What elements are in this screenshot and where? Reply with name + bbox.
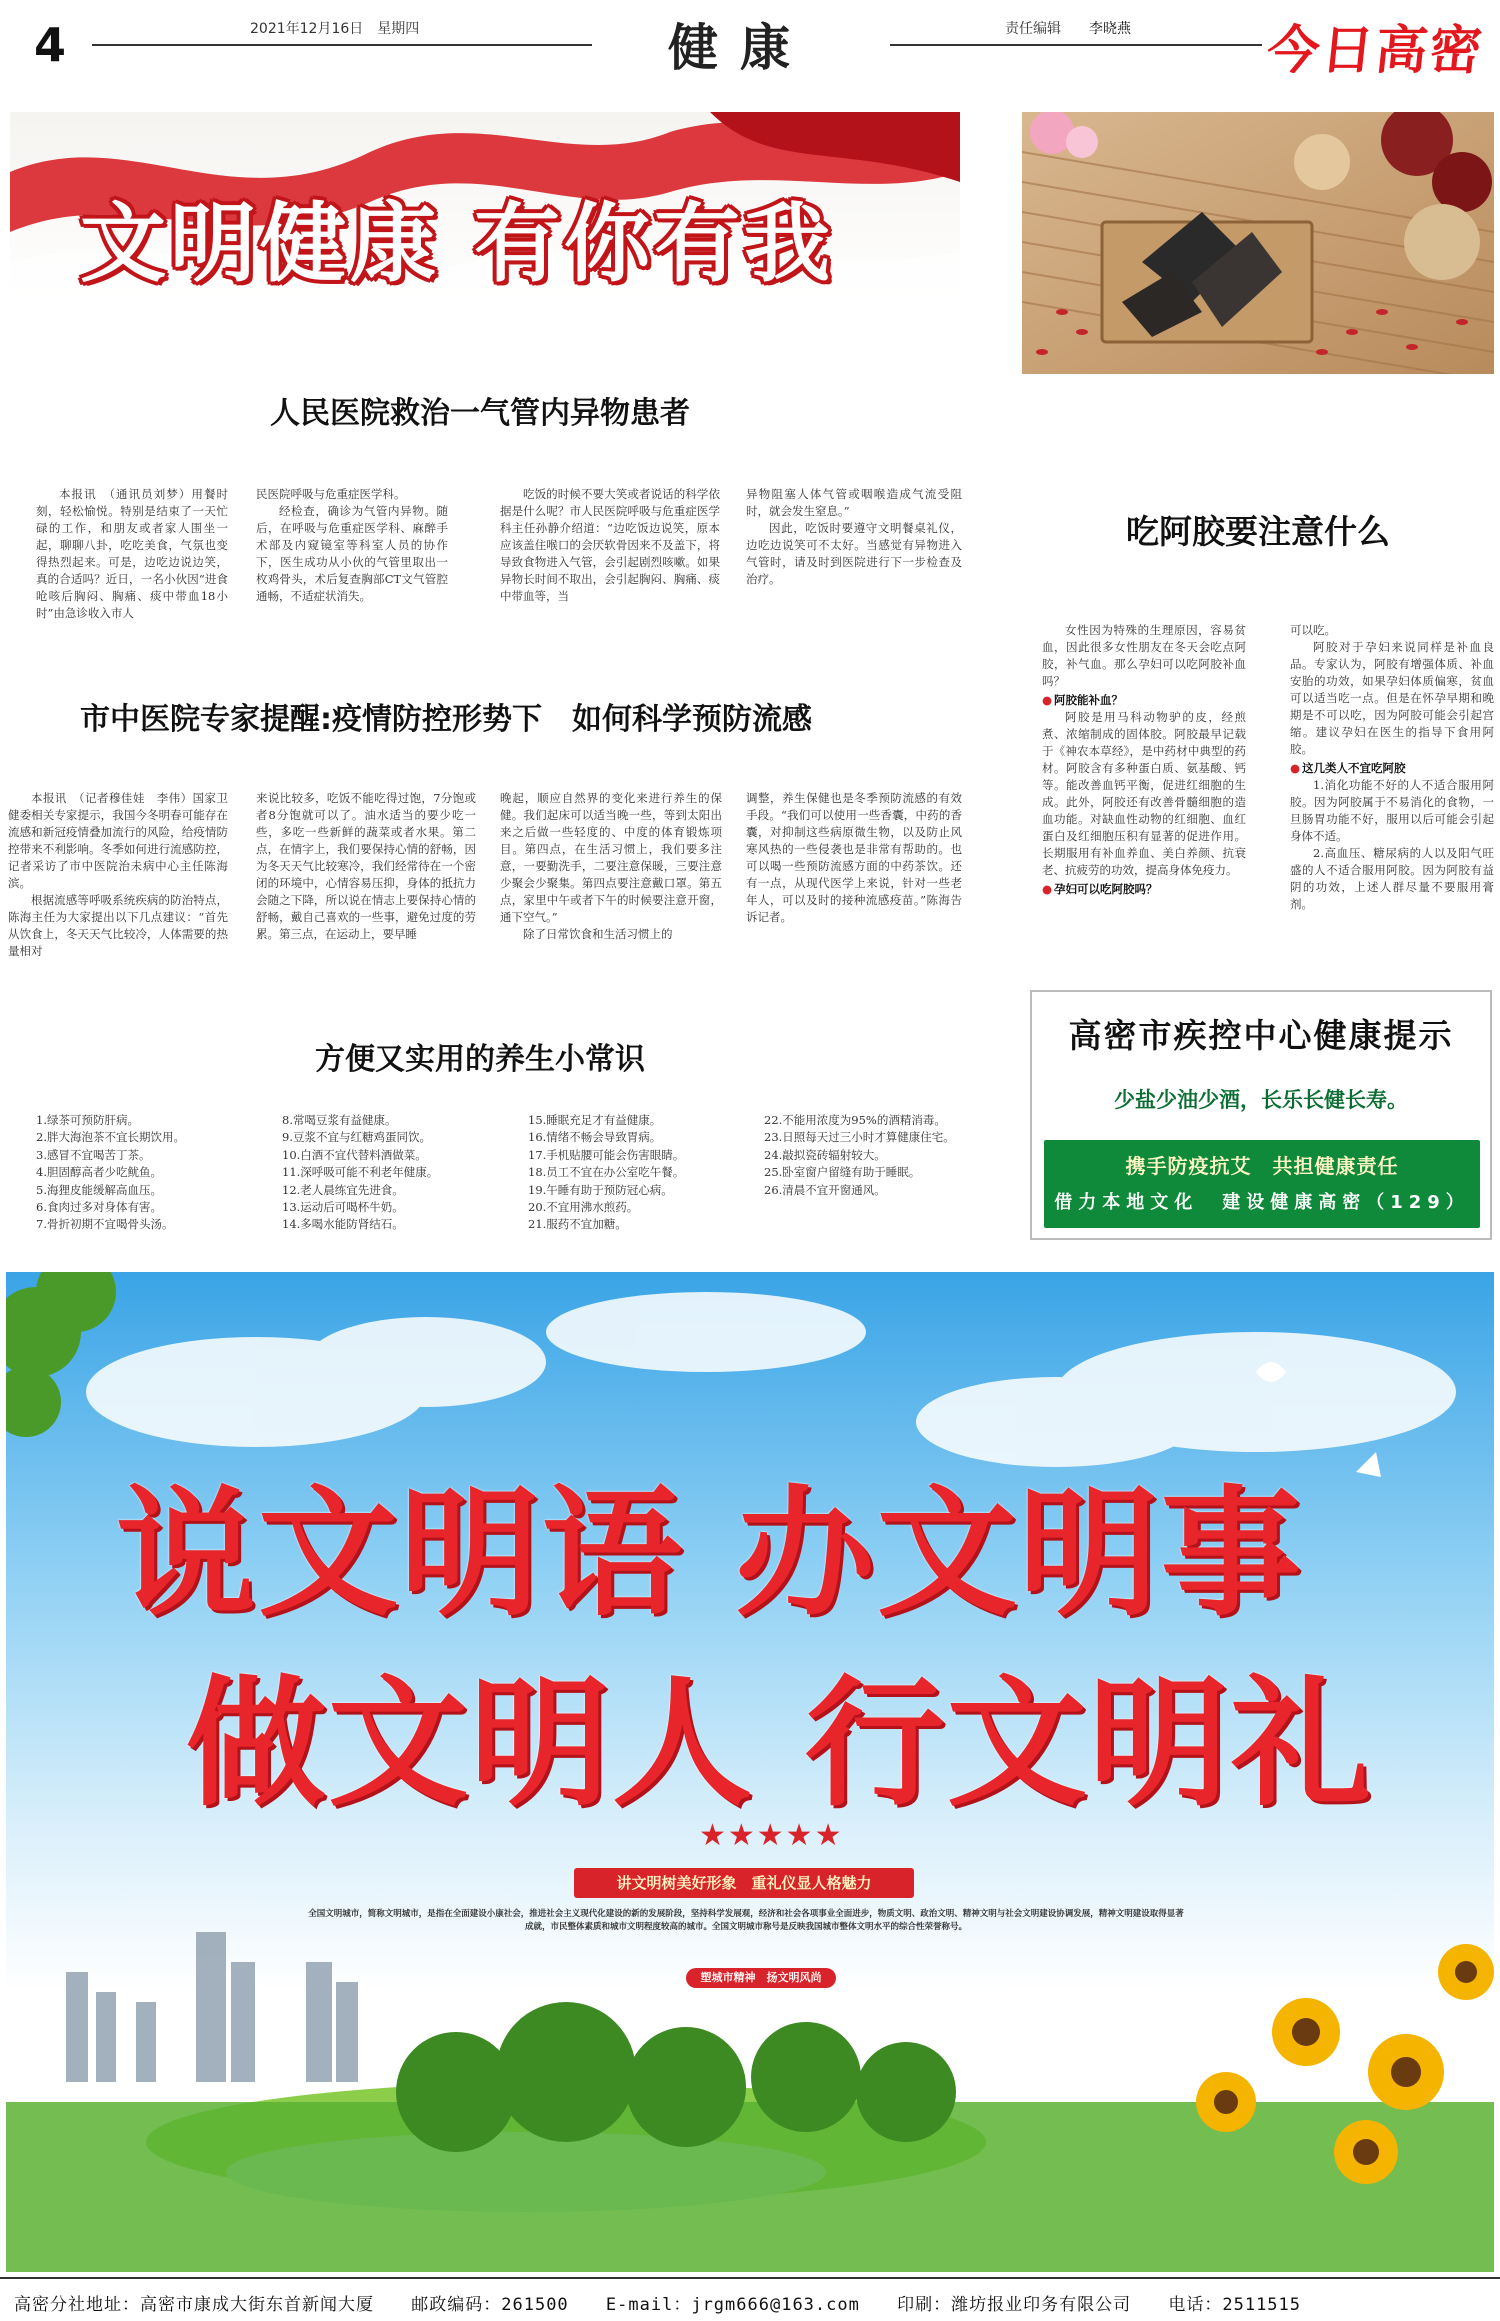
article-1-column-2 (256, 486, 448, 636)
article-2-col3-para-1: 晚起，顺应自然界的变化来进行养生的保健。我们起床可以适当晚一些，等到太阳出来之后做一些轻度的、中度的体育锻炼项目。第四点，在生活习惯上，我们要多注意，一要勤洗手，二要注意保暖，三要注意少聚会少聚集。第四点要注意戴口罩。第五点，家里中午或者下午的时候要注意开窗，通下空气。” (500, 791, 722, 924)
issue-date: 2021年12月16日 星期四 (250, 21, 420, 37)
article-1-col4-para-2: 因此，吃饭时要遵守文明餐桌礼仪，边吃边说笑可不太好。当感觉有异物进入气管时，请及时到医院进行下一步检查及治疗。 (746, 521, 962, 586)
cdc-health-tip-box (1030, 990, 1492, 1240)
footer (14, 2290, 1327, 2315)
tip-item: 23.日照每天过三小时才算健康住宅。 (764, 1130, 955, 1145)
article-1-col2-para-2: 经检查，确诊为气管内异物。随后，在呼吸与危重症医学科、麻醉手术部及内窥镜室等科室人员的协作下，医生成功从小伙的气管里取出一枚鸡骨头，术后复查胸部CT文气管腔通畅，不适症状消失。 (256, 504, 448, 603)
poster-description: 全国文明城市，简称文明城市，是指在全面建设小康社会，推进社会主义现代化建设的新的发展阶段，坚持科学发展观，经济和社会各项事业全面进步，物质文明、政治文明、精神文明与社会文明建设协调发展，精神文明建设取得显著成就，市民整体素质和城市文明程度较高的城市。全国文明城市称号是反映我国城市整体文明水平的综合性荣誉称号。 (308, 1909, 1184, 1932)
footer-email: E-mail：jrgm666@163.com (605, 2295, 860, 2315)
cdc-slogan-line-1: 携手防疫抗艾 共担健康责任 (1125, 1154, 1399, 1178)
footer-postcode: 邮政编码：261500 (411, 2295, 569, 2315)
footer-rule (0, 2277, 1500, 2279)
tip-item: 26.清晨不宜开窗通风。 (764, 1182, 886, 1197)
tip-item: 19.午睡有助于预防冠心病。 (528, 1182, 673, 1197)
tip-item: 3.感冒不宜喝苦丁茶。 (36, 1147, 151, 1162)
tip-item: 16.情绪不畅会导致胃病。 (528, 1130, 662, 1145)
editor-credit (1005, 18, 1131, 38)
article-1-title: 人民医院救治一气管内异物患者 (270, 396, 690, 431)
article-1-col3-para: 吃饭的时候不要大笑或者说话的科学依据是什么呢？市人民医院呼吸与危重症医学科主任孙静介绍道：“边吃饭边说笑，原本应该盖住喉口的会厌软骨因来不及盖下，将导致食物进入气管，会引起剧烈咳嗽。如果异物长时间不取出，会引起胸闷、胸痛、痰中带血等，当 (500, 487, 720, 603)
donkey-hide-gelatin-photo (1022, 112, 1494, 374)
tip-item: 12.老人晨练宜先进食。 (282, 1182, 404, 1197)
article-2-column-2 (256, 790, 476, 1000)
tip-item: 14.多喝水能防肾结石。 (282, 1217, 404, 1232)
food-illustration (1022, 112, 1494, 374)
civilization-slogan: 文明健康 有你有我 (80, 194, 834, 294)
article-1-col4-para-1: 异物阻塞人体气管或咽喉造成气流受阻时，就会发生窒息。” (746, 487, 962, 518)
article-1-col2-para-1: 民医院呼吸与危重症医学科。 (256, 487, 406, 501)
tip-item: 13.运动后可喝杯牛奶。 (282, 1200, 404, 1215)
tip-item: 4.胆固醇高者少吃鱿鱼。 (36, 1165, 162, 1180)
article-4-tail-2: 2.高血压、糖尿病的人以及阳气旺盛的人不适合服用阿胶。因为阿胶有益阴的功效，上述人群尽量不要服用膏剂。 (1290, 846, 1494, 911)
article-3-title: 方便又实用的养生小常识 (315, 1042, 645, 1077)
tip-item: 17.手机贴腰可能会伤害眼睛。 (528, 1147, 685, 1162)
tip-item: 22.不能用浓度为95%的酒精消毒。 (764, 1113, 946, 1127)
article-2-column-4 (746, 790, 962, 1000)
tip-item: 11.深呼吸可能不利老年健康。 (282, 1165, 439, 1180)
article-4-subhead-2: ● 孕妇可以吃阿胶吗？ (1042, 881, 1246, 898)
section-title: 健康 (668, 18, 812, 77)
tips-column-2 (282, 1112, 502, 1234)
header-rule-left (92, 44, 592, 46)
tip-item: 25.卧室窗户留缝有助于睡眠。 (764, 1165, 921, 1180)
article-2-column-1 (8, 790, 228, 1000)
footer-phone: 电话：2511515 (1168, 2295, 1302, 2315)
tip-item: 8.常喝豆浆有益健康。 (282, 1113, 397, 1127)
tips-column-4 (764, 1112, 964, 1199)
article-1-col1-para: 本报讯 （通讯员刘梦）用餐时刻，轻松愉悦。特别是结束了一天忙碌的工作，和朋友或者家人围坐一起，聊聊八卦，吃吃美食，气氛也变得热烈起来。可是，边吃边说边笑，真的合适吗？近日，一名小伙因“进食呛咳后胸闷、胸痛、痰中带血18小时”由急诊收入市人 (36, 487, 228, 620)
newspaper-brand: 今日高密 (1264, 20, 1487, 81)
editor-label: 责任编辑 (1005, 21, 1061, 37)
article-2-col2-para: 来说比较多，吃饭不能吃得过饱，7分饱或者8分饱就可以了。油水适当的要少吃一些，多吃一些新鲜的蔬菜或者水果。第二点，在情字上，我们要保持心情的舒畅，因为冬天天气比较寒冷，我们经常待在一个密闭的环境中，心情容易压抑，身体的抵抗力会随之下降，所以说在情志上要保持心情的舒畅，戴自己喜欢的一些事，避免过度的劳累。第三点，在运动上，要早睡 (256, 791, 476, 941)
tip-item: 6.食肉过多对身体有害。 (36, 1200, 162, 1215)
article-4-column-2 (1290, 622, 1494, 992)
footer-printer: 印刷：潍坊报业印务有限公司 (897, 2295, 1132, 2315)
tip-item: 10.白酒不宜代替料酒做菜。 (282, 1147, 427, 1162)
article-2-column-3 (500, 790, 722, 1000)
article-4-title: 吃阿胶要注意什么 (1126, 512, 1390, 551)
tip-item: 18.员工不宜在办公室吃午餐。 (528, 1165, 685, 1180)
header-rule-right (890, 44, 1262, 46)
tip-item: 15.睡眠充足才有益健康。 (528, 1113, 662, 1127)
article-2-col4-para: 调整，养生保健也是冬季预防流感的有效手段。“我们可以使用一些香囊，中药的香囊，对抑制这些病原微生物，以及防止风寒风热的一些侵袭也是非常有帮助的。也可以喝一些预防流感方面的中药茶饮。还有一点，从现代医学上来说，针对一些老年人，可以及时的接种流感疫苗。”陈海告诉记者。 (746, 791, 962, 924)
civilization-poster (6, 1272, 1494, 2272)
article-4-intro: 女性因为特殊的生理原因，容易贫血，因此很多女性朋友在冬天会吃点阿胶，补气血。那么孕妇可以吃阿胶补血吗？ (1042, 623, 1246, 688)
tip-item: 24.敲拟瓷砖辐射较大。 (764, 1147, 886, 1162)
article-1-column-4 (746, 486, 962, 636)
poster-ribbon-label: 讲文明树美好形象 重礼仪显人格魅力 (574, 1868, 914, 1898)
tip-item: 21.服药不宜加糖。 (528, 1217, 627, 1232)
tip-item: 5.海狸皮能缓解高血压。 (36, 1182, 162, 1197)
tips-column-1 (36, 1112, 246, 1234)
article-4-tail-1: 1.消化功能不好的人不适合服用阿胶。因为阿胶属于不易消化的食物，一旦肠胃功能不好，服用以后可能会引起身体不适。 (1290, 778, 1494, 843)
poster-tag: 塑城市精神 扬文明风尚 (686, 1968, 836, 1988)
article-4-subhead-1: ● 阿胶能补血？ (1042, 692, 1246, 709)
cdc-subtitle: 少盐少油少酒，长乐长健长寿。 (1114, 1088, 1408, 1112)
star-row-icon: ★★★★★ (699, 1818, 844, 1853)
article-2-col1-para-1: 本报讯 （记者穆佳娃 李伟）国家卫健委相关专家提示，我国今冬明春可能存在流感和新冠疫情叠加流行的风险，给疫情防控带来不利影响。冬季如何进行流感防控，记者采访了市中医院治未病中心主任陈海滨。 (8, 791, 228, 890)
tip-item: 2.胖大海泡茶不宜长期饮用。 (36, 1130, 185, 1145)
article-4-body-2: 阿胶对于孕妇来说同样是补血良品。专家认为，阿胶有增强体质、补血安胎的功效，如果孕妇体质偏寒，贫血可以适当吃一点。但是在怀孕早期和晚期是不可以吃，因为阿胶可能会引起宫缩。建议孕妇在医生的指导下食用阿胶。 (1290, 640, 1494, 756)
editor-name: 李晓燕 (1089, 21, 1131, 37)
article-4-subhead-3: ● 这几类人不宜吃阿胶 (1290, 760, 1494, 777)
article-4-body-1: 阿胶是用马科动物驴的皮，经煎煮、浓缩制成的固体胶。阿胶最早记载于《神农本草经》，是中药材中典型的药材。阿胶含有多种蛋白质、氨基酸、钙等。能改善血钙平衡，促进红细胞的生成。此外，阿胶还有改善骨髓细胞的造血功能。对缺血性动物的红细胞、血红蛋白及红细胞压积有显著的促进作用。长期服用有补血养血、美白养颜、抗衰老、抗疲劳的功效，提高身体免疫力。 (1042, 710, 1246, 877)
cdc-slogan-panel (1044, 1140, 1480, 1228)
tip-item: 20.不宜用沸水煎药。 (528, 1200, 639, 1215)
poster-line-1: 说文明语 办文明事 (116, 1472, 1303, 1636)
article-4-column-1 (1042, 622, 1246, 992)
tips-column-3 (528, 1112, 748, 1234)
article-2-title: 市中医院专家提醒:疫情防控形势下 如何科学预防流感 (80, 702, 812, 737)
civilization-banner (10, 112, 960, 314)
page-number: 4 (34, 18, 67, 72)
footer-address: 高密分社地址：高密市康成大街东首新闻大厦 (14, 2295, 374, 2315)
article-1-column-3 (500, 486, 720, 636)
cdc-slogan-line-2: 借力本地文化 建设健康高密（129） (1054, 1192, 1470, 1213)
cdc-title: 高密市疾控中心健康提示 (1068, 1016, 1454, 1055)
tip-item: 7.骨折初期不宜喝骨头汤。 (36, 1217, 174, 1232)
poster-line-2: 做文明人 行文明礼 (186, 1662, 1373, 1826)
article-2-col3-para-2: 除了日常饮食和生活习惯上的 (523, 927, 673, 941)
article-4-answer: 可以吃。 (1290, 623, 1336, 637)
article-1-column-1 (36, 486, 228, 636)
article-2-col1-para-2: 根据流感等呼吸系统疾病的防治特点，陈海主任为大家提出以下几点建议：“首先从饮食上，冬天天气比较冷，人体需要的热量相对 (8, 893, 228, 958)
tip-item: 1.绿茶可预防肝病。 (36, 1113, 139, 1127)
tip-item: 9.豆浆不宜与红糖鸡蛋同饮。 (282, 1130, 431, 1145)
